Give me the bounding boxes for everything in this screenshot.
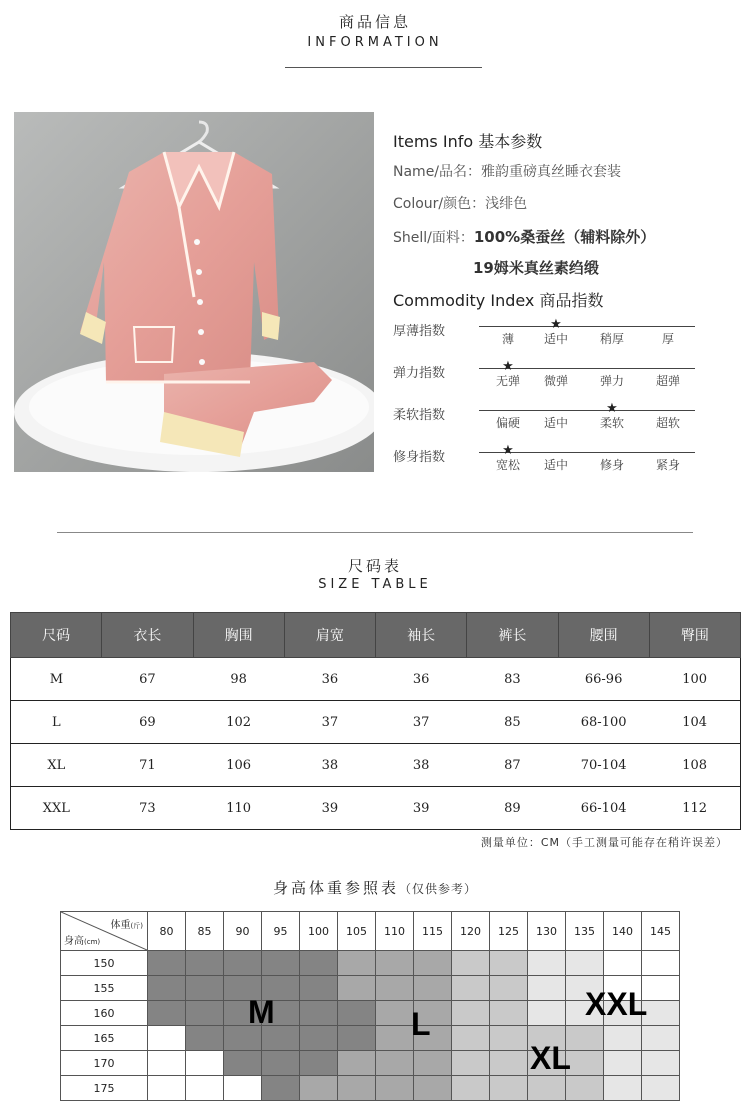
index-star-icon: ★ bbox=[606, 401, 618, 416]
grid-cell bbox=[338, 976, 376, 1001]
grid-cell bbox=[148, 1051, 186, 1076]
weight-header-cell: 115 bbox=[414, 912, 452, 951]
size-table-cell: 83 bbox=[467, 658, 558, 701]
size-table-header-row bbox=[11, 613, 741, 658]
colour-label: Colour/颜色： bbox=[393, 196, 486, 212]
weight-header-cell: 105 bbox=[338, 912, 376, 951]
grid-cell bbox=[490, 976, 528, 1001]
index-option: 超弹 bbox=[655, 374, 680, 388]
grid-cell bbox=[376, 1076, 414, 1101]
size-table-cell: 73 bbox=[102, 787, 193, 830]
size-table-cell: 68-100 bbox=[558, 701, 649, 744]
info-title-en: INFORMATION bbox=[307, 35, 443, 50]
colour-value: 浅绯色 bbox=[485, 196, 528, 212]
grid-cell bbox=[148, 1001, 186, 1026]
name-row bbox=[393, 161, 621, 181]
grid-cell bbox=[452, 976, 490, 1001]
height-header-cell: 155 bbox=[61, 976, 148, 1001]
size-table-cell: 66-104 bbox=[558, 787, 649, 830]
height-header-cell: 175 bbox=[61, 1076, 148, 1101]
weight-header-cell: 95 bbox=[262, 912, 300, 951]
size-table-cell: 71 bbox=[102, 744, 193, 787]
shell-label: Shell/面料： bbox=[393, 230, 474, 246]
index-star-icon: ★ bbox=[502, 359, 514, 374]
grid-cell bbox=[338, 1001, 376, 1026]
grid-cell bbox=[186, 1076, 224, 1101]
index-option: 微弹 bbox=[543, 374, 568, 388]
index-option: 宽松 bbox=[495, 458, 520, 472]
grid-cell bbox=[566, 1026, 604, 1051]
size-mark-l: L bbox=[411, 1006, 431, 1042]
size-table-cell: 98 bbox=[193, 658, 284, 701]
height-axis-label bbox=[64, 932, 100, 947]
index-option: 适中 bbox=[543, 458, 568, 472]
size-table-cell: 38 bbox=[376, 744, 467, 787]
size-table-cell: 87 bbox=[467, 744, 558, 787]
grid-cell bbox=[186, 976, 224, 1001]
size-table-cell: M bbox=[11, 658, 102, 701]
size-table-header: 尺码 bbox=[11, 613, 102, 658]
size-title-cn: 尺码表 bbox=[347, 557, 402, 575]
index-option: 薄 bbox=[501, 332, 514, 346]
grid-cell bbox=[376, 1001, 414, 1026]
grid-cell bbox=[452, 1001, 490, 1026]
size-table-cell: 39 bbox=[376, 787, 467, 830]
grid-cell bbox=[338, 1026, 376, 1051]
grid-cell bbox=[186, 951, 224, 976]
grid-cell bbox=[148, 951, 186, 976]
size-table-cell: 102 bbox=[193, 701, 284, 744]
size-table-cell: 66-96 bbox=[558, 658, 649, 701]
grid-cell bbox=[566, 951, 604, 976]
index-star-icon: ★ bbox=[550, 317, 562, 332]
grid-cell bbox=[186, 1001, 224, 1026]
size-table-cell: 36 bbox=[284, 658, 375, 701]
index-option: 紧身 bbox=[655, 458, 680, 472]
size-table-cell: 104 bbox=[649, 701, 740, 744]
size-table-cell: 89 bbox=[467, 787, 558, 830]
grid-cell bbox=[376, 1026, 414, 1051]
height-label: 身高 bbox=[64, 936, 84, 947]
grid-cell bbox=[566, 1076, 604, 1101]
size-table-header: 裤长 bbox=[467, 613, 558, 658]
grid-cell bbox=[414, 976, 452, 1001]
grid-cell bbox=[528, 951, 566, 976]
size-table bbox=[10, 612, 741, 830]
grid-cell bbox=[604, 951, 642, 976]
grid-cell bbox=[490, 1076, 528, 1101]
size-table-header: 腰围 bbox=[558, 613, 649, 658]
grid-cell bbox=[528, 976, 566, 1001]
commodity-index-heading: Commodity Index 商品指数 bbox=[393, 291, 604, 310]
size-table-cell: 85 bbox=[467, 701, 558, 744]
weight-header-cell: 120 bbox=[452, 912, 490, 951]
size-mark-m: M bbox=[248, 994, 275, 1030]
grid-cell bbox=[528, 1076, 566, 1101]
index-option: 弹力 bbox=[599, 374, 624, 388]
size-title-en: SIZE TABLE bbox=[318, 577, 432, 592]
size-table-header: 袖长 bbox=[376, 613, 467, 658]
shell-value-2: 19姆米真丝素绉缎 bbox=[473, 259, 599, 277]
weight-header-cell: 100 bbox=[300, 912, 338, 951]
grid-cell bbox=[148, 976, 186, 1001]
index-option: 超软 bbox=[655, 416, 680, 430]
height-header-cell: 160 bbox=[61, 1001, 148, 1026]
grid-corner-cell bbox=[61, 912, 148, 951]
index-label: 厚薄指数 bbox=[393, 324, 446, 339]
size-table-header: 肩宽 bbox=[284, 613, 375, 658]
grid-cell bbox=[224, 1051, 262, 1076]
grid-cell bbox=[300, 1026, 338, 1051]
index-scale-line bbox=[479, 410, 695, 411]
grid-cell bbox=[148, 1076, 186, 1101]
index-option: 柔软 bbox=[599, 416, 624, 430]
weight-unit: (斤) bbox=[130, 922, 143, 930]
weight-header-cell: 125 bbox=[490, 912, 528, 951]
index-option: 厚 bbox=[661, 332, 674, 346]
grid-cell bbox=[262, 1076, 300, 1101]
pajama-illustration bbox=[14, 112, 374, 472]
grid-cell bbox=[642, 1076, 680, 1101]
size-table-cell: 110 bbox=[193, 787, 284, 830]
grid-cell bbox=[566, 1051, 604, 1076]
name-label: Name/品名： bbox=[393, 164, 482, 180]
size-table-header: 胸围 bbox=[193, 613, 284, 658]
grid-cell bbox=[414, 951, 452, 976]
size-table-cell: 69 bbox=[102, 701, 193, 744]
grid-cell bbox=[604, 1051, 642, 1076]
grid-cell bbox=[186, 1026, 224, 1051]
grid-cell bbox=[642, 1026, 680, 1051]
grid-cell bbox=[376, 1051, 414, 1076]
size-table-cell: 37 bbox=[376, 701, 467, 744]
grid-cell bbox=[148, 1026, 186, 1051]
grid-cell bbox=[338, 951, 376, 976]
size-table-cell: 112 bbox=[649, 787, 740, 830]
index-scale-line bbox=[479, 326, 695, 327]
size-table-cell: 100 bbox=[649, 658, 740, 701]
size-table-cell: 70-104 bbox=[558, 744, 649, 787]
grid-cell bbox=[490, 1051, 528, 1076]
grid-cell bbox=[224, 1076, 262, 1101]
size-table-cell: 106 bbox=[193, 744, 284, 787]
height-row bbox=[61, 951, 680, 976]
index-option: 适中 bbox=[543, 332, 568, 346]
height-row bbox=[61, 1076, 680, 1101]
grid-cell bbox=[376, 976, 414, 1001]
weight-header-cell: 85 bbox=[186, 912, 224, 951]
size-table-row bbox=[11, 658, 741, 701]
grid-cell bbox=[604, 1076, 642, 1101]
index-star-icon: ★ bbox=[502, 443, 514, 458]
grid-cell bbox=[262, 1051, 300, 1076]
weight-header-cell: 110 bbox=[376, 912, 414, 951]
grid-cell bbox=[490, 1001, 528, 1026]
grid-cell bbox=[300, 1001, 338, 1026]
index-option: 适中 bbox=[543, 416, 568, 430]
grid-cell bbox=[452, 1051, 490, 1076]
height-header-cell: 165 bbox=[61, 1026, 148, 1051]
grid-cell bbox=[300, 951, 338, 976]
weight-header-cell: 130 bbox=[528, 912, 566, 951]
reference-title-note: （仅供参考） bbox=[399, 882, 478, 896]
shell-row bbox=[393, 226, 655, 247]
height-header-cell: 150 bbox=[61, 951, 148, 976]
size-table-cell: XXL bbox=[11, 787, 102, 830]
size-table-cell: 37 bbox=[284, 701, 375, 744]
grid-cell bbox=[376, 951, 414, 976]
size-mark-xxl: XXL bbox=[585, 986, 648, 1022]
product-photo bbox=[14, 112, 374, 472]
grid-cell bbox=[642, 1051, 680, 1076]
weight-header-cell: 145 bbox=[642, 912, 680, 951]
weight-header-cell: 135 bbox=[566, 912, 604, 951]
height-row bbox=[61, 1051, 680, 1076]
grid-cell bbox=[490, 951, 528, 976]
size-table-header: 衣长 bbox=[102, 613, 193, 658]
index-label: 柔软指数 bbox=[393, 408, 446, 423]
index-label: 弹力指数 bbox=[393, 366, 446, 381]
grid-cell bbox=[642, 951, 680, 976]
weight-label: 体重 bbox=[110, 920, 131, 931]
size-table-cell: 36 bbox=[376, 658, 467, 701]
name-value: 雅韵重磅真丝睡衣套装 bbox=[481, 164, 622, 180]
info-title-cn: 商品信息 bbox=[338, 13, 411, 31]
size-mark-xl: XL bbox=[530, 1040, 571, 1076]
height-row bbox=[61, 1026, 680, 1051]
size-table-cell: 67 bbox=[102, 658, 193, 701]
size-table-header: 臀围 bbox=[649, 613, 740, 658]
grid-cell bbox=[452, 1026, 490, 1051]
grid-cell bbox=[452, 1076, 490, 1101]
grid-cell bbox=[186, 1051, 224, 1076]
grid-cell bbox=[414, 1076, 452, 1101]
grid-cell bbox=[528, 1001, 566, 1026]
size-table-row bbox=[11, 701, 741, 744]
info-title-rule bbox=[285, 67, 482, 68]
height-unit: (cm) bbox=[84, 938, 101, 946]
weight-axis-label bbox=[111, 916, 143, 931]
grid-cell bbox=[300, 1051, 338, 1076]
weight-header-cell: 90 bbox=[224, 912, 262, 951]
size-table-cell: 38 bbox=[284, 744, 375, 787]
grid-cell bbox=[224, 951, 262, 976]
grid-cell bbox=[262, 951, 300, 976]
size-table-cell: 108 bbox=[649, 744, 740, 787]
index-option: 稍厚 bbox=[599, 332, 624, 346]
grid-cell bbox=[490, 1026, 528, 1051]
grid-cell bbox=[604, 1026, 642, 1051]
grid-cell bbox=[338, 1051, 376, 1076]
index-option: 偏硬 bbox=[495, 416, 520, 430]
reference-title: 身高体重参照表 bbox=[272, 879, 399, 897]
index-option: 修身 bbox=[599, 458, 624, 472]
size-table-cell: XL bbox=[11, 744, 102, 787]
items-info-heading: Items Info 基本参数 bbox=[393, 132, 543, 151]
colour-row bbox=[393, 193, 527, 213]
grid-cell bbox=[338, 1076, 376, 1101]
grid-cell bbox=[300, 976, 338, 1001]
index-option: 无弹 bbox=[495, 374, 520, 388]
weight-header-cell: 140 bbox=[604, 912, 642, 951]
section-divider bbox=[57, 532, 693, 533]
shell-value: 100%桑蚕丝（辅料除外） bbox=[473, 228, 656, 246]
size-table-row bbox=[11, 744, 741, 787]
grid-cell bbox=[414, 1051, 452, 1076]
size-table-cell: L bbox=[11, 701, 102, 744]
index-label: 修身指数 bbox=[393, 450, 446, 465]
weight-header-cell: 80 bbox=[148, 912, 186, 951]
measurement-note: 测量单位：CM（手工测量可能存在稍许误差） bbox=[480, 836, 728, 849]
size-table-row bbox=[11, 787, 741, 830]
height-header-cell: 170 bbox=[61, 1051, 148, 1076]
size-table-cell: 39 bbox=[284, 787, 375, 830]
grid-cell bbox=[452, 951, 490, 976]
reference-title-row bbox=[0, 877, 750, 898]
grid-cell bbox=[300, 1076, 338, 1101]
